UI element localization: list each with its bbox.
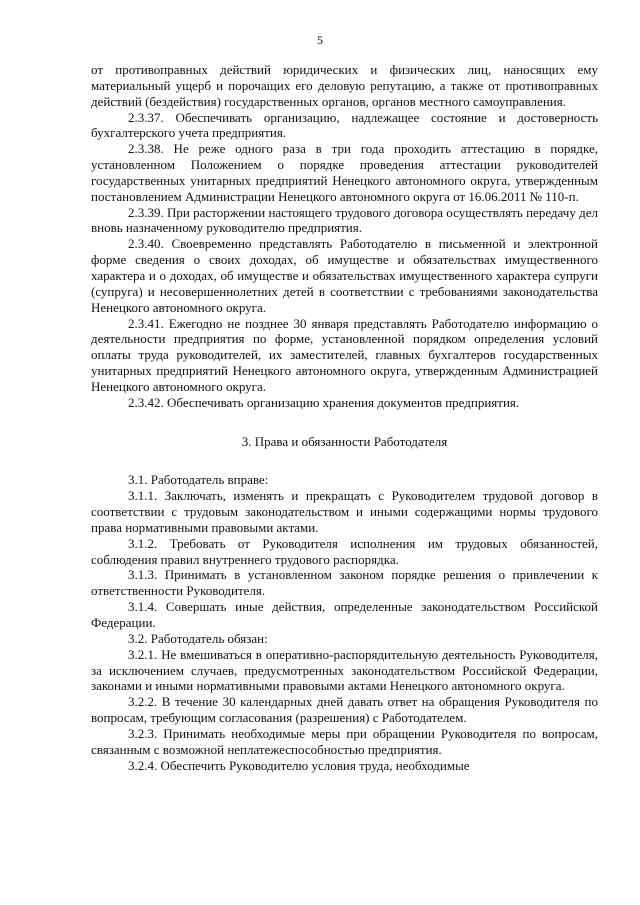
section-3-body: [91, 472, 598, 773]
paragraph: 3.2.1. Не вмешиваться в оперативно-распорядительную деятельность Руководителя, за исключением случаев, предусмотренных законодательством Российской Федерации, законами и иными нормативными правовыми актами Ненецкого автономного округа.: [91, 646, 598, 694]
paragraph: 3.2.3. Принимать необходимые меры при обращении Руководителя по вопросам, связанным с возможной неплатежеспособностью предприятия.: [91, 725, 598, 757]
paragraph: 2.3.40. Своевременно представлять Работодателю в письменной и электронной форме сведения о своих доходах, об имуществе и обязательствах имущественного характера и о доходах, об имуществе и обязательствах имущественного характера супруги (супруга) и несовершеннолетних детей в соответствии с требованиями законодательства Ненецкого автономного округа.: [91, 236, 598, 315]
section-heading: 3. Права и обязанности Работодателя: [241, 433, 448, 449]
paragraph: 3.1.2. Требовать от Руководителя исполнения им трудовых обязанностей, соблюдения правил внутреннего трудового распорядка.: [91, 535, 598, 567]
paragraph: от противоправных действий юридических и физических лиц, наносящих ему материальный ущерб и порочащих его деловую репутацию, а также от противоправных действий (бездействия) государственных органов, органов местного самоуправления.: [91, 62, 598, 109]
paragraph: 3.1.1. Заключать, изменять и прекращать с Руководителем трудовой договор в соответствии с трудовым законодательством и иными содержащими нормы трудового права нормативными правовыми актами.: [91, 488, 598, 535]
document-body: [91, 62, 598, 773]
paragraph: 3.2.2. В течение 30 календарных дней давать ответ на обращения Руководителя по вопросам, требующим согласования (разрешения) с Работодателем.: [91, 694, 598, 726]
paragraph: 2.3.38. Не реже одного раза в три года проходить аттестацию в порядке, установленном Положением о порядке проведения аттестации руководителей государственных унитарных предприятий Ненецкого автономного округа, утвержденным постановлением Администрации Ненецкого автономного округа от 16.06.2011 № 110-п.: [91, 141, 598, 204]
paragraph: 3.2. Работодатель обязан:: [128, 630, 268, 646]
paragraph: 2.3.41. Ежегодно не позднее 30 января представлять Работодателю информацию о деятельности предприятия по форме, установленной порядком определения условий оплаты труда руководителей, их заместителей, главных бухгалтеров государственных унитарных предприятий Ненецкого автономного округа, утвержденным Администрацией Ненецкого автономного округа.: [91, 315, 598, 394]
paragraph: 3.1.4. Совершать иные действия, определенные законодательством Российской Федерации.: [91, 599, 598, 630]
paragraph: 2.3.39. При расторжении настоящего трудового договора осуществлять передачу дел вновь назначенному руководителю предприятия.: [91, 204, 598, 236]
paragraph: 2.3.42. Обеспечивать организацию хранения документов предприятия.: [128, 394, 520, 410]
paragraph: 3.1.3. Принимать в установленном законом порядке решения о привлечении к ответственности Руководителя.: [91, 567, 598, 599]
paragraph: 3.1. Работодатель вправе:: [128, 472, 269, 488]
page-number: 5: [317, 33, 323, 47]
paragraph: 3.2.4. Обеспечить Руководителю условия труда, необходимые: [128, 757, 470, 773]
section-2-continuation: [91, 62, 598, 411]
paragraph: 2.3.37. Обеспечивать организацию, надлежащее состояние и достоверность бухгалтерского учета предприятия.: [91, 109, 598, 141]
